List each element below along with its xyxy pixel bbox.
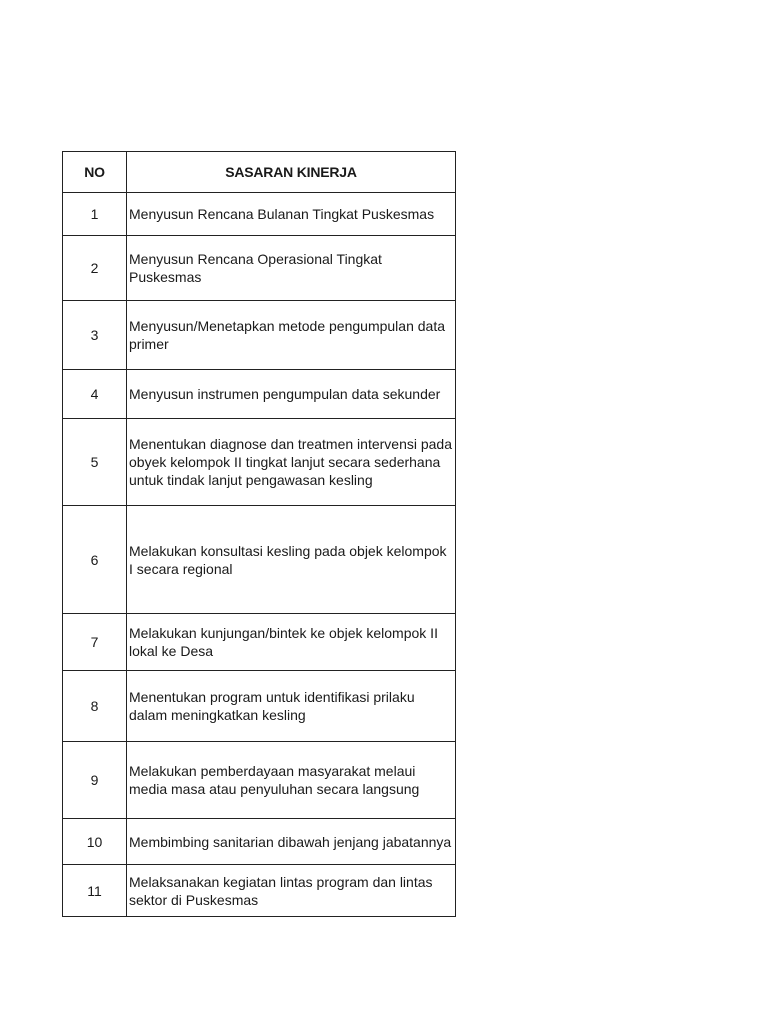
row-number: 11 [63,865,127,917]
row-number: 2 [63,236,127,301]
table-row [63,819,456,865]
performance-target-table [62,151,456,917]
row-task: Menyusun instrumen pengumpulan data sekunder [127,370,456,419]
header-task: SASARAN KINERJA [127,152,456,193]
table-row [63,301,456,370]
row-task: Menentukan program untuk identifikasi prilaku dalam meningkatkan kesling [127,671,456,742]
table-row [63,742,456,819]
row-number: 4 [63,370,127,419]
table-row [63,236,456,301]
table-row [63,506,456,614]
row-number: 9 [63,742,127,819]
header-no: NO [63,152,127,193]
row-task: Melakukan pemberdayaan masyarakat melaui media masa atau penyuluhan secara langsung [127,742,456,819]
row-task: Menyusun Rencana Bulanan Tingkat Puskesmas [127,193,456,236]
table-row [63,193,456,236]
row-number: 5 [63,419,127,506]
row-task: Menyusun/Menetapkan metode pengumpulan data primer [127,301,456,370]
row-task: Melakukan kunjungan/bintek ke objek kelompok II lokal ke Desa [127,614,456,671]
row-number: 10 [63,819,127,865]
table-header-row [63,152,456,193]
row-number: 7 [63,614,127,671]
row-task: Menentukan diagnose dan treatmen intervensi pada obyek kelompok II tingkat lanjut secara sederhana untuk tindak lanjut pengawasan kesling [127,419,456,506]
row-number: 1 [63,193,127,236]
row-number: 6 [63,506,127,614]
table-row [63,614,456,671]
table-row [63,865,456,917]
table-row [63,370,456,419]
row-number: 3 [63,301,127,370]
row-task: Melakukan konsultasi kesling pada objek kelompok I secara regional [127,506,456,614]
row-number: 8 [63,671,127,742]
table-row [63,671,456,742]
row-task: Menyusun Rencana Operasional Tingkat Puskesmas [127,236,456,301]
row-task: Membimbing sanitarian dibawah jenjang jabatannya [127,819,456,865]
table-row [63,419,456,506]
row-task: Melaksanakan kegiatan lintas program dan lintas sektor di Puskesmas [127,865,456,917]
